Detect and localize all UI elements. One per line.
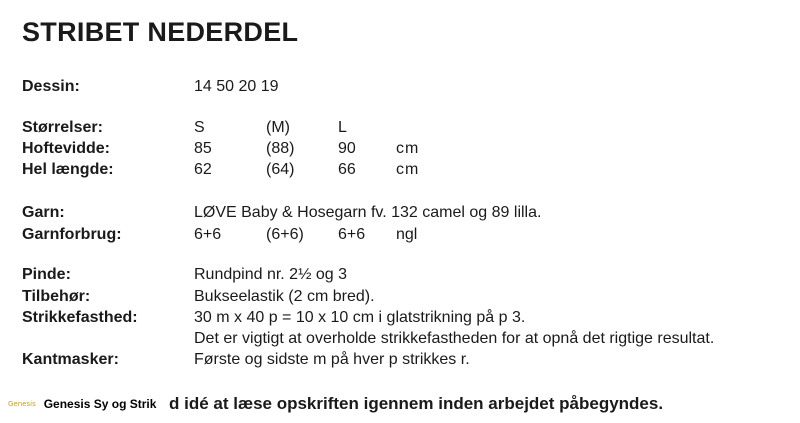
genesis-logo-icon: Genesis [8,400,36,408]
edge-value: Første og sidste m på hver p strikkes r. [194,351,470,368]
length-row [0,159,800,181]
hip-row [0,138,800,160]
gauge-value: 30 m x 40 p = 10 x 10 cm i glatstrikning på p 3. [194,309,526,326]
gauge-note-row [0,328,800,350]
hip-m: (88) [266,140,295,157]
length-label: Hel længde: [22,161,114,178]
yarn-usage-m: (6+6) [266,226,304,243]
edge-row [0,349,800,371]
gauge-note: Det er vigtigt at overholde strikkefastheden for at opnå det rigtige resultat. [194,330,715,347]
length-m: (64) [266,161,295,178]
page-title: STRIBET NEDERDEL [22,17,299,47]
gauge-label: Strikkefasthed: [22,309,138,326]
needles-row [0,264,800,286]
sizes-label: Størrelser: [22,119,103,136]
watermark-badge [8,394,158,414]
hip-s: 85 [194,140,212,157]
length-unit: cm [396,161,420,178]
yarn-usage-unit: ngl [396,226,418,243]
sizes-row [0,117,800,139]
edge-label: Kantmasker: [22,351,119,368]
needles-label: Pinde: [22,266,71,283]
size-s: S [194,119,205,136]
yarn-usage-s: 6+6 [194,226,222,243]
hip-label: Hoftevidde: [22,140,110,157]
length-l: 66 [338,161,356,178]
accessories-label: Tilbehør: [22,288,91,305]
hip-unit: cm [396,140,420,157]
yarn-usage-row [0,224,800,246]
yarn-usage-label: Garnforbrug: [22,226,122,243]
size-m: (M) [266,119,290,136]
yarn-row [0,202,800,224]
size-l: L [338,119,347,136]
hip-l: 90 [338,140,356,157]
dessin-label: Dessin: [22,78,80,95]
dessin-row [0,76,800,98]
accessories-row [0,286,800,308]
gauge-row [0,307,800,329]
watermark-text: Genesis Sy og Strik [43,397,157,411]
length-s: 62 [194,161,212,178]
dessin-value: 14 50 20 19 [194,78,279,95]
footer-note [0,391,800,417]
accessories-value: Bukseelastik (2 cm bred). [194,288,375,305]
needles-value: Rundpind nr. 2½ og 3 [194,266,348,283]
yarn-value: LØVE Baby & Hosegarn fv. 132 camel og 89 lilla. [194,204,542,221]
footer-tail-text: d idé at læse opskriften igennem inden arbejdet påbegyndes. [169,394,664,413]
yarn-label: Garn: [22,204,65,221]
yarn-usage-l: 6+6 [338,226,366,243]
